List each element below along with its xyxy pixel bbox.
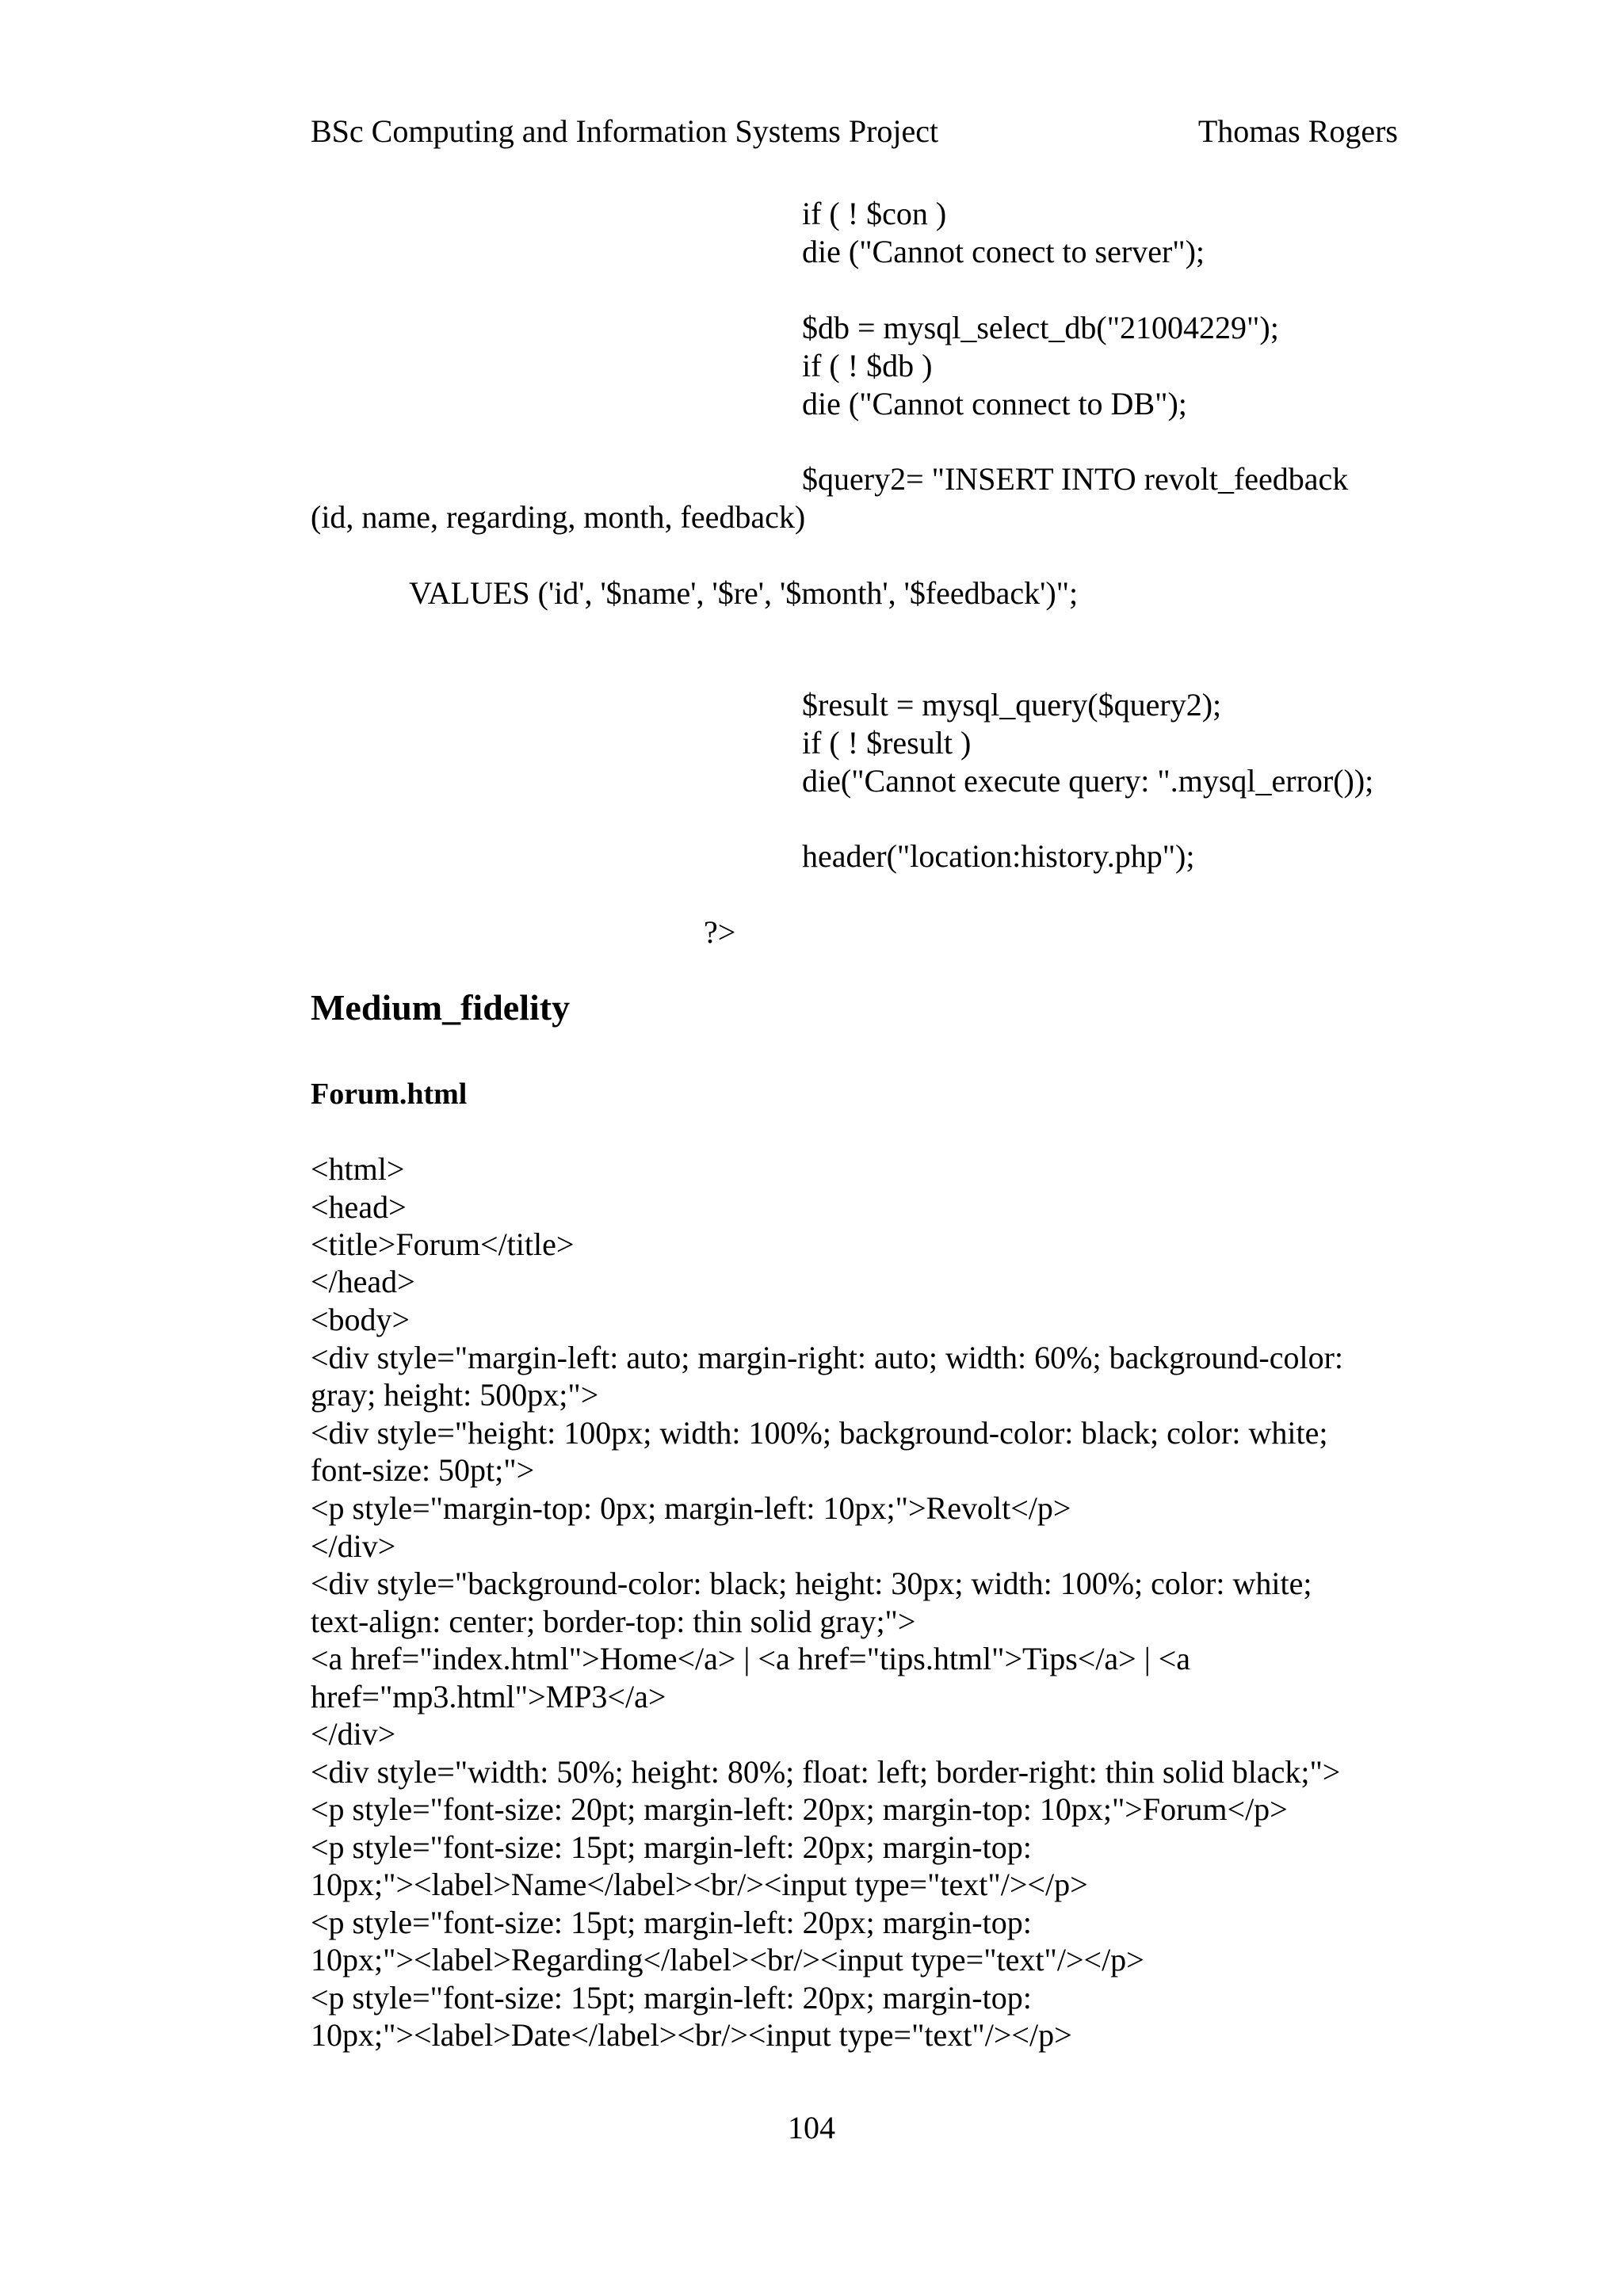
code-line: font-size: 50pt;"> bbox=[311, 1452, 535, 1488]
code-line: die("Cannot execute query: ".mysql_error()); bbox=[802, 763, 1374, 799]
code-line: (id, name, regarding, month, feedback) bbox=[311, 499, 806, 535]
code-line: $result = mysql_query($query2); bbox=[802, 687, 1222, 723]
code-line: ?> bbox=[704, 914, 736, 950]
code-line: <p style="font-size: 20pt; margin-left: 20px; margin-top: 10px;">Forum</p> bbox=[311, 1791, 1288, 1827]
code-line: <div style="width: 50%; height: 80%; float: left; border-right: thin solid black;"> bbox=[311, 1754, 1341, 1790]
code-line: $db = mysql_select_db("21004229"); bbox=[802, 310, 1279, 345]
code-line: gray; height: 500px;"> bbox=[311, 1377, 599, 1413]
code-line: </div> bbox=[311, 1528, 396, 1564]
code-line: <html> bbox=[311, 1151, 405, 1187]
code-line: href="mp3.html">MP3</a> bbox=[311, 1679, 666, 1714]
code-line: <a href="index.html">Home</a> | <a href="tips.html">Tips</a> | <a bbox=[311, 1641, 1191, 1676]
code-line: if ( ! $result ) bbox=[802, 725, 972, 761]
code-line: <head> bbox=[311, 1189, 407, 1225]
code-line: if ( ! $con ) bbox=[802, 196, 947, 231]
code-line: <p style="font-size: 15pt; margin-left: 20px; margin-top: bbox=[311, 1905, 1032, 1940]
code-line: <div style="height: 100px; width: 100%; background-color: black; color: white; bbox=[311, 1415, 1328, 1451]
code-line: 10px;"><label>Regarding</label><br/><input type="text"/></p> bbox=[311, 1942, 1144, 1978]
code-line: <div style="margin-left: auto; margin-right: auto; width: 60%; background-color: bbox=[311, 1340, 1344, 1375]
code-line: <div style="background-color: black; height: 30px; width: 100%; color: white; bbox=[311, 1566, 1312, 1601]
code-line: die ("Cannot connect to DB"); bbox=[802, 386, 1187, 421]
code-line: VALUES ('id', '$name', '$re', '$month', '$feedback')"; bbox=[409, 575, 1079, 611]
code-line: <p style="font-size: 15pt; margin-left: 20px; margin-top: bbox=[311, 1829, 1032, 1865]
code-line: 10px;"><label>Date</label><br/><input type="text"/></p> bbox=[311, 2017, 1072, 2053]
code-line: <body> bbox=[311, 1302, 411, 1337]
code-line: 10px;"><label>Name</label><br/><input type="text"/></p> bbox=[311, 1867, 1088, 1902]
code-line: </div> bbox=[311, 1716, 396, 1752]
code-line: <p style="font-size: 15pt; margin-left: 20px; margin-top: bbox=[311, 1980, 1032, 2016]
code-line: die ("Cannot conect to server"); bbox=[802, 234, 1205, 269]
subsection-heading: Forum.html bbox=[311, 1077, 468, 1111]
running-header-title: BSc Computing and Information Systems Project bbox=[311, 113, 939, 149]
code-line: text-align: center; border-top: thin solid gray;"> bbox=[311, 1604, 916, 1639]
code-line: header("location:history.php"); bbox=[802, 838, 1195, 874]
code-line: if ( ! $db ) bbox=[802, 348, 933, 383]
code-line: $query2= "INSERT INTO revolt_feedback bbox=[802, 461, 1349, 497]
code-line: </head> bbox=[311, 1264, 415, 1299]
running-header-author: Thomas Rogers bbox=[1197, 113, 1398, 149]
code-line: <title>Forum</title> bbox=[311, 1226, 575, 1262]
section-heading: Medium_fidelity bbox=[311, 987, 571, 1028]
code-line: <p style="margin-top: 0px; margin-left: 10px;">Revolt</p> bbox=[311, 1490, 1071, 1526]
page-number: 104 bbox=[788, 2110, 835, 2145]
